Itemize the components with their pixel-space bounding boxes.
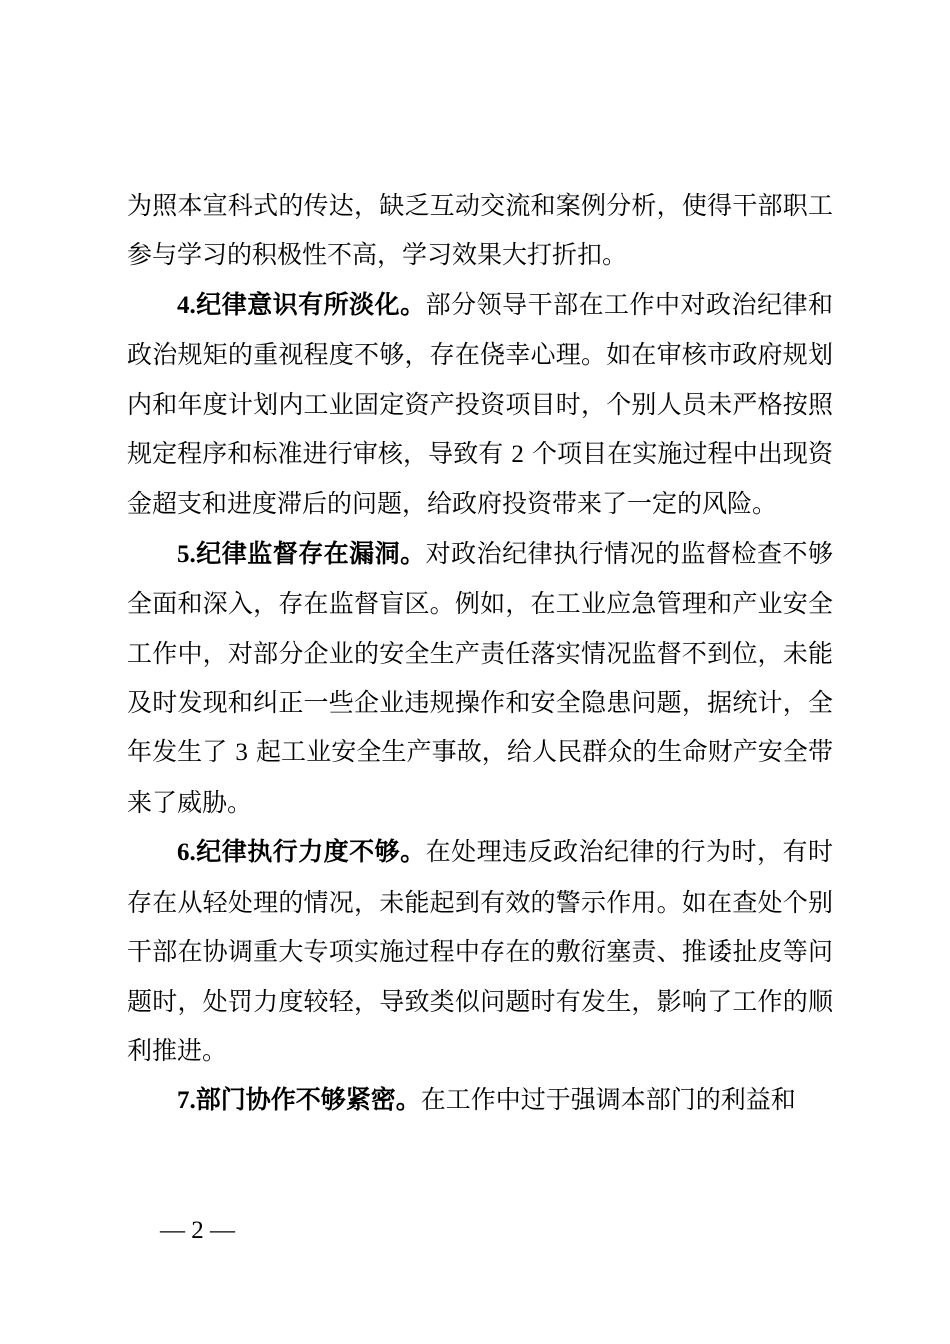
paragraph-text: 个项目在实施过程中出现资金超支和进度滞后的问题，给政府投资带来了一定的风险。 bbox=[127, 439, 833, 519]
inline-number: 3 bbox=[235, 739, 248, 767]
item-heading: 纪律监督存在漏洞。 bbox=[195, 538, 426, 568]
paragraph-item-5 bbox=[127, 529, 833, 827]
paragraph-text: 为照本宣科式的传达，缺乏互动交流和案例分析，使得干部职工参与学习的积极性不高，学习效果大打折扣。 bbox=[127, 191, 833, 270]
item-number: 5. bbox=[177, 540, 196, 568]
item-heading: 纪律意识有所淡化。 bbox=[195, 289, 426, 319]
paragraph-text: 对政治纪律执行情况的监督检查不够全面和深入，存在监督盲区。例如，在工业应急管理和产业安全工作中，对部分企业的安全生产责任落实情况监督不到位，未能及时发现和纠正一些企业违规操作和安全隐患问题，据统计，全年发生了 bbox=[127, 538, 833, 767]
paragraph-text: 部分领导干部在工作中对政治纪律和政治规矩的重视程度不够，存在侥幸心理。如在审核市政府规划内和年度计划内工业固定资产投资项目时，个别人员未严格按照规定程序和标准进行审核，导致有 bbox=[127, 289, 833, 469]
item-number: 6. bbox=[177, 839, 196, 867]
paragraph-text: 在处理违反政治纪律的行为时，有时存在从轻处理的情况，未能起到有效的警示作用。如在查处个别干部在协调重大专项实施过程中存在的敷衍塞责、推诿扯皮等问题时，处罚力度较轻，导致类似问题时有发生，影响了工作的顺利推进。 bbox=[127, 837, 833, 1065]
document-body bbox=[127, 181, 833, 1126]
paragraph-text: 起工业安全生产事故，给人民群众的生命财产安全带来了威胁。 bbox=[127, 737, 833, 817]
inline-number: 2 bbox=[511, 441, 524, 469]
item-number: 7. bbox=[177, 1087, 196, 1115]
item-heading: 部门协作不够紧密。 bbox=[195, 1085, 421, 1115]
paragraph-continued bbox=[127, 181, 833, 280]
paragraph-item-7 bbox=[127, 1075, 833, 1125]
paragraph-item-6 bbox=[127, 827, 833, 1075]
paragraph-item-4 bbox=[127, 280, 833, 529]
paragraph-text: 在工作中过于强调本部门的利益和 bbox=[420, 1085, 796, 1115]
item-number: 4. bbox=[177, 291, 196, 319]
page-number: — 2 — bbox=[160, 1217, 235, 1244]
item-heading: 纪律执行力度不够。 bbox=[195, 837, 426, 867]
